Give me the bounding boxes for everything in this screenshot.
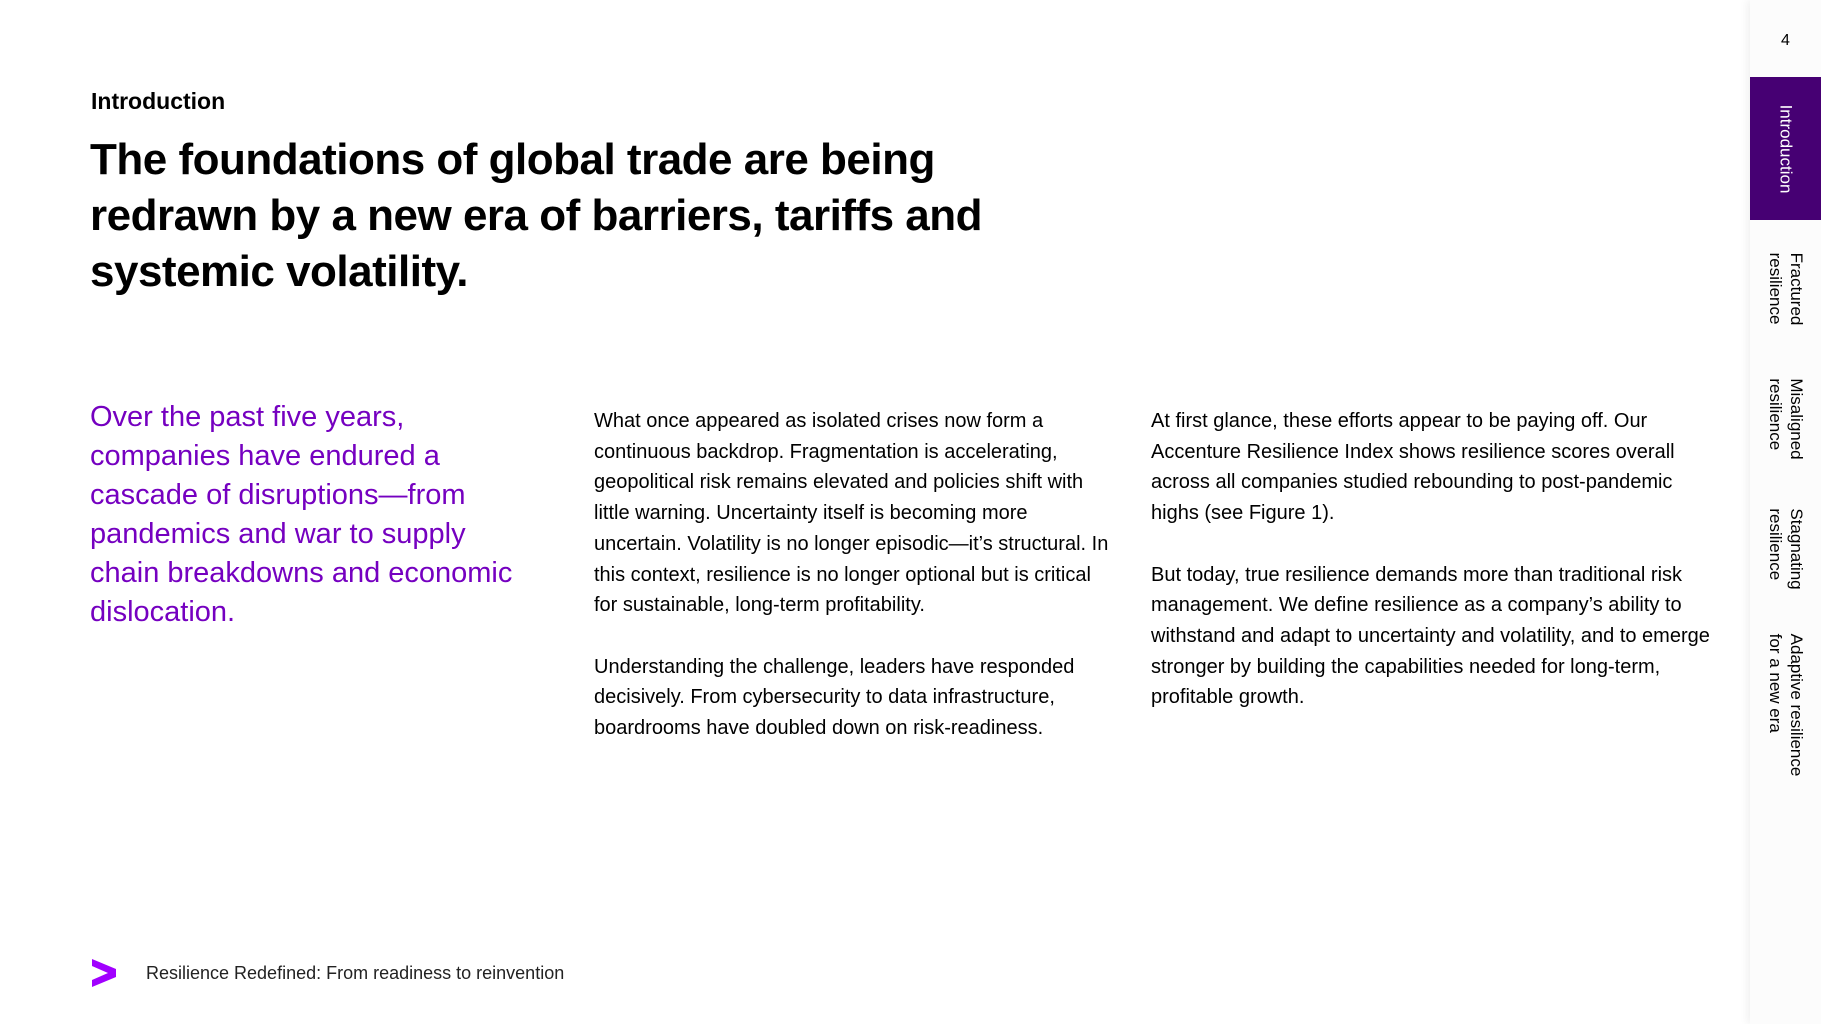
- body-column-2: [594, 406, 1114, 774]
- footer: [90, 958, 564, 988]
- body-column-3: [1151, 406, 1711, 744]
- lead-paragraph: Over the past five years, companies have endured a cascade of disruptions—from pandemics and war to supply chain breakdowns and economic dislocation.: [90, 401, 513, 628]
- nav-item-fractured-resilience[interactable]: [1750, 230, 1821, 348]
- body-paragraph: At first glance, these efforts appear to be paying off. Our Accenture Resilience Index shows resilience scores overall across all companies studied rebounding to post-pandemic highs (see Figure 1).: [1151, 410, 1675, 525]
- nav-item-label: Adaptive resilience for a new era: [1765, 633, 1806, 777]
- nav-item-stagnating-resilience[interactable]: [1750, 490, 1821, 608]
- body-paragraph: But today, true resilience demands more than traditional risk management. We define resilience as a company’s ability to withstand and adapt to uncertainty and volatility, and to emerge stronger by building the capabilities needed for long-term, profitable growth.: [1151, 563, 1710, 709]
- nav-item-introduction[interactable]: [1750, 77, 1821, 220]
- footer-title: Resilience Redefined: From readiness to reinvention: [146, 962, 565, 983]
- nav-item-label: Fractured resilience: [1765, 252, 1806, 326]
- section-label: Introduction: [91, 88, 226, 114]
- body-paragraph: What once appeared as isolated crises now form a continuous backdrop. Fragmentation is accelerating, geopolitical risk remains elevated and policies shift with little warning. Uncertainty itself is becoming more uncertain. Volatility is no longer episodic—it’s structural. In this context, resilience is no longer optional but is critical for sustainable, long-term profitability.: [594, 410, 1109, 617]
- page-number: 4: [1781, 32, 1790, 49]
- accenture-greater-than-icon: [90, 958, 118, 988]
- nav-item-label: Stagnating resilience: [1765, 508, 1806, 590]
- nav-item-misaligned-resilience[interactable]: [1750, 360, 1821, 478]
- nav-item-adaptive-resilience[interactable]: [1750, 620, 1821, 790]
- nav-item-label: Introduction: [1776, 104, 1795, 193]
- nav-item-label: Misaligned resilience: [1765, 378, 1806, 460]
- page-title: The foundations of global trade are being redrawn by a new era of barriers, tariffs and systemic volatility.: [90, 135, 983, 296]
- section-nav-rail: [1750, 0, 1821, 1024]
- body-paragraph: Understanding the challenge, leaders have responded decisively. From cybersecurity to data infrastructure, boardrooms have doubled down on risk-readiness.: [594, 655, 1075, 740]
